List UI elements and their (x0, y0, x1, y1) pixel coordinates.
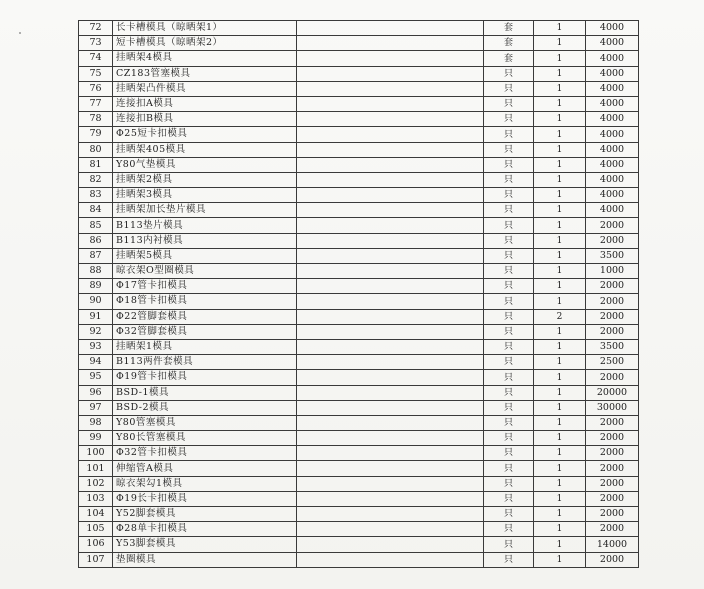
item-name: 挂晒架4模具 (113, 51, 297, 66)
item-unit: 套 (484, 21, 534, 36)
item-name: 垫圈模具 (113, 552, 297, 567)
item-spec (297, 142, 484, 157)
item-spec (297, 431, 484, 446)
row-number: 87 (79, 248, 113, 263)
item-quantity: 1 (534, 324, 586, 339)
row-number: 101 (79, 461, 113, 476)
item-price: 2000 (586, 507, 639, 522)
row-number: 72 (79, 21, 113, 36)
item-spec (297, 264, 484, 279)
item-price: 2000 (586, 431, 639, 446)
item-spec (297, 370, 484, 385)
item-spec (297, 522, 484, 537)
row-number: 90 (79, 294, 113, 309)
row-number: 105 (79, 522, 113, 537)
item-spec (297, 112, 484, 127)
item-unit: 只 (484, 264, 534, 279)
row-number: 84 (79, 203, 113, 218)
table-row (79, 385, 639, 400)
item-price: 2000 (586, 279, 639, 294)
table-row (79, 203, 639, 218)
row-number: 104 (79, 507, 113, 522)
item-name: 挂晒架5模具 (113, 248, 297, 263)
item-unit: 只 (484, 248, 534, 263)
table-row (79, 36, 639, 51)
item-name: 挂晒架405模具 (113, 142, 297, 157)
item-name: B113内衬模具 (113, 233, 297, 248)
row-number: 86 (79, 233, 113, 248)
table-row (79, 446, 639, 461)
table-row (79, 172, 639, 187)
table-row (79, 339, 639, 354)
item-quantity: 1 (534, 248, 586, 263)
table-row (79, 370, 639, 385)
table-row (79, 522, 639, 537)
item-price: 2000 (586, 294, 639, 309)
row-number: 95 (79, 370, 113, 385)
item-quantity: 1 (534, 218, 586, 233)
item-spec (297, 21, 484, 36)
item-quantity: 1 (534, 507, 586, 522)
item-name: Φ28单卡扣模具 (113, 522, 297, 537)
row-number: 107 (79, 552, 113, 567)
item-price: 2000 (586, 491, 639, 506)
item-name: Y52脚套模具 (113, 507, 297, 522)
item-unit: 只 (484, 188, 534, 203)
item-quantity: 1 (534, 188, 586, 203)
table-row (79, 21, 639, 36)
item-price: 2000 (586, 461, 639, 476)
table-row (79, 400, 639, 415)
table-row (79, 552, 639, 567)
table-row (79, 218, 639, 233)
item-quantity: 1 (534, 203, 586, 218)
item-price: 4000 (586, 21, 639, 36)
item-spec (297, 172, 484, 187)
item-name: Φ19长卡扣模具 (113, 491, 297, 506)
item-name: 挂晒架1模具 (113, 339, 297, 354)
item-name: Φ22管脚套模具 (113, 309, 297, 324)
table-row (79, 279, 639, 294)
item-name: Y80管塞模具 (113, 415, 297, 430)
item-price: 1000 (586, 264, 639, 279)
item-spec (297, 279, 484, 294)
item-name: 挂晒架2模具 (113, 172, 297, 187)
item-name: B113垫片模具 (113, 218, 297, 233)
item-name: BSD-2模具 (113, 400, 297, 415)
scan-speck (19, 32, 21, 34)
item-unit: 只 (484, 127, 534, 142)
item-quantity: 1 (534, 157, 586, 172)
table-row (79, 507, 639, 522)
row-number: 103 (79, 491, 113, 506)
row-number: 91 (79, 309, 113, 324)
item-spec (297, 324, 484, 339)
row-number: 76 (79, 81, 113, 96)
item-name: 连接扣B模具 (113, 112, 297, 127)
row-number: 94 (79, 355, 113, 370)
item-name: Y53脚套模具 (113, 537, 297, 552)
item-unit: 只 (484, 112, 534, 127)
row-number: 78 (79, 112, 113, 127)
item-price: 2000 (586, 309, 639, 324)
item-price: 4000 (586, 172, 639, 187)
item-unit: 只 (484, 461, 534, 476)
item-unit: 只 (484, 370, 534, 385)
row-number: 96 (79, 385, 113, 400)
item-quantity: 1 (534, 264, 586, 279)
item-price: 30000 (586, 400, 639, 415)
item-price: 4000 (586, 157, 639, 172)
item-quantity: 1 (534, 461, 586, 476)
item-price: 4000 (586, 127, 639, 142)
item-spec (297, 339, 484, 354)
item-unit: 只 (484, 385, 534, 400)
table-row (79, 96, 639, 111)
item-quantity: 1 (534, 127, 586, 142)
item-unit: 只 (484, 552, 534, 567)
item-quantity: 1 (534, 385, 586, 400)
table-row (79, 537, 639, 552)
item-spec (297, 248, 484, 263)
table-row (79, 112, 639, 127)
row-number: 99 (79, 431, 113, 446)
item-name: 长卡槽模具（晾晒架1） (113, 21, 297, 36)
item-quantity: 1 (534, 491, 586, 506)
item-unit: 只 (484, 476, 534, 491)
table-row (79, 157, 639, 172)
item-quantity: 1 (534, 112, 586, 127)
row-number: 73 (79, 36, 113, 51)
item-unit: 只 (484, 157, 534, 172)
item-quantity: 1 (534, 233, 586, 248)
item-unit: 只 (484, 400, 534, 415)
item-price: 2000 (586, 522, 639, 537)
item-name: 晾衣架O型圈模具 (113, 264, 297, 279)
item-unit: 只 (484, 507, 534, 522)
item-name: B113两件套模具 (113, 355, 297, 370)
item-quantity: 1 (534, 446, 586, 461)
item-price: 4000 (586, 81, 639, 96)
table-row (79, 461, 639, 476)
item-quantity: 1 (534, 355, 586, 370)
item-quantity: 1 (534, 522, 586, 537)
item-unit: 只 (484, 142, 534, 157)
item-name: 伸缩管A模具 (113, 461, 297, 476)
item-quantity: 1 (534, 81, 586, 96)
table-row (79, 431, 639, 446)
item-price: 3500 (586, 339, 639, 354)
row-number: 97 (79, 400, 113, 415)
item-price: 4000 (586, 188, 639, 203)
table-row (79, 127, 639, 142)
item-name: 连接扣A模具 (113, 96, 297, 111)
item-unit: 只 (484, 491, 534, 506)
item-spec (297, 188, 484, 203)
item-spec (297, 96, 484, 111)
item-price: 2500 (586, 355, 639, 370)
item-name: CZ183管塞模具 (113, 66, 297, 81)
item-unit: 只 (484, 309, 534, 324)
item-unit: 只 (484, 339, 534, 354)
row-number: 106 (79, 537, 113, 552)
item-quantity: 1 (534, 36, 586, 51)
table-row (79, 294, 639, 309)
table-body (79, 21, 639, 568)
item-spec (297, 461, 484, 476)
item-price: 2000 (586, 552, 639, 567)
table-row (79, 248, 639, 263)
item-price: 4000 (586, 36, 639, 51)
row-number: 102 (79, 476, 113, 491)
item-price: 2000 (586, 446, 639, 461)
item-price: 20000 (586, 385, 639, 400)
item-quantity: 1 (534, 370, 586, 385)
item-quantity: 1 (534, 552, 586, 567)
row-number: 88 (79, 264, 113, 279)
table-row (79, 188, 639, 203)
item-price: 2000 (586, 370, 639, 385)
item-price: 14000 (586, 537, 639, 552)
item-spec (297, 446, 484, 461)
item-name: 短卡槽模具（晾晒架2） (113, 36, 297, 51)
item-price: 2000 (586, 476, 639, 491)
item-price: 4000 (586, 96, 639, 111)
row-number: 77 (79, 96, 113, 111)
item-quantity: 1 (534, 279, 586, 294)
item-spec (297, 537, 484, 552)
item-spec (297, 507, 484, 522)
item-quantity: 1 (534, 339, 586, 354)
row-number: 89 (79, 279, 113, 294)
item-name: 挂晒架凸件模具 (113, 81, 297, 96)
table-row (79, 491, 639, 506)
item-unit: 只 (484, 324, 534, 339)
item-quantity: 1 (534, 51, 586, 66)
item-spec (297, 309, 484, 324)
item-name: Y80长管塞模具 (113, 431, 297, 446)
item-spec (297, 127, 484, 142)
row-number: 82 (79, 172, 113, 187)
item-quantity: 1 (534, 400, 586, 415)
item-quantity: 1 (534, 172, 586, 187)
item-name: Φ25短卡扣模具 (113, 127, 297, 142)
item-price: 4000 (586, 51, 639, 66)
item-spec (297, 355, 484, 370)
item-spec (297, 385, 484, 400)
item-unit: 只 (484, 522, 534, 537)
item-spec (297, 233, 484, 248)
item-spec (297, 66, 484, 81)
item-quantity: 1 (534, 294, 586, 309)
item-name: 挂晒架加长垫片模具 (113, 203, 297, 218)
item-name: 晾衣架勾1模具 (113, 476, 297, 491)
item-unit: 套 (484, 36, 534, 51)
item-spec (297, 400, 484, 415)
item-unit: 只 (484, 172, 534, 187)
row-number: 92 (79, 324, 113, 339)
item-unit: 只 (484, 279, 534, 294)
item-price: 2000 (586, 218, 639, 233)
item-name: Φ18管卡扣模具 (113, 294, 297, 309)
item-quantity: 1 (534, 96, 586, 111)
table-row (79, 324, 639, 339)
row-number: 93 (79, 339, 113, 354)
item-name: Φ32管卡扣模具 (113, 446, 297, 461)
row-number: 81 (79, 157, 113, 172)
item-price: 4000 (586, 112, 639, 127)
item-spec (297, 51, 484, 66)
item-price: 4000 (586, 203, 639, 218)
item-spec (297, 294, 484, 309)
item-spec (297, 81, 484, 96)
item-unit: 只 (484, 203, 534, 218)
row-number: 74 (79, 51, 113, 66)
item-unit: 只 (484, 431, 534, 446)
item-price: 4000 (586, 142, 639, 157)
table-row (79, 81, 639, 96)
row-number: 80 (79, 142, 113, 157)
table-row (79, 309, 639, 324)
item-spec (297, 415, 484, 430)
table-row (79, 142, 639, 157)
row-number: 75 (79, 66, 113, 81)
item-unit: 只 (484, 294, 534, 309)
item-spec (297, 552, 484, 567)
item-name: Φ17管卡扣模具 (113, 279, 297, 294)
item-quantity: 1 (534, 476, 586, 491)
item-unit: 只 (484, 233, 534, 248)
table-row (79, 51, 639, 66)
item-unit: 只 (484, 355, 534, 370)
item-quantity: 1 (534, 537, 586, 552)
table-row (79, 66, 639, 81)
row-number: 100 (79, 446, 113, 461)
item-quantity: 1 (534, 66, 586, 81)
item-name: 挂晒架3模具 (113, 188, 297, 203)
table-row (79, 476, 639, 491)
item-price: 2000 (586, 233, 639, 248)
table-row (79, 355, 639, 370)
item-price: 3500 (586, 248, 639, 263)
row-number: 85 (79, 218, 113, 233)
item-unit: 只 (484, 218, 534, 233)
item-unit: 只 (484, 81, 534, 96)
item-quantity: 2 (534, 309, 586, 324)
item-name: Φ32管脚套模具 (113, 324, 297, 339)
item-name: Φ19管卡扣模具 (113, 370, 297, 385)
table-row (79, 264, 639, 279)
item-name: BSD-1模具 (113, 385, 297, 400)
mold-inventory-table (78, 20, 639, 568)
item-unit: 套 (484, 51, 534, 66)
item-name: Y80气垫模具 (113, 157, 297, 172)
item-price: 4000 (586, 66, 639, 81)
item-spec (297, 476, 484, 491)
row-number: 83 (79, 188, 113, 203)
table-row (79, 233, 639, 248)
item-spec (297, 203, 484, 218)
table-row (79, 415, 639, 430)
row-number: 79 (79, 127, 113, 142)
item-unit: 只 (484, 415, 534, 430)
item-spec (297, 218, 484, 233)
item-spec (297, 491, 484, 506)
item-spec (297, 157, 484, 172)
item-unit: 只 (484, 96, 534, 111)
item-unit: 只 (484, 66, 534, 81)
item-price: 2000 (586, 415, 639, 430)
item-quantity: 1 (534, 431, 586, 446)
item-quantity: 1 (534, 21, 586, 36)
item-quantity: 1 (534, 415, 586, 430)
item-unit: 只 (484, 537, 534, 552)
item-price: 2000 (586, 324, 639, 339)
item-quantity: 1 (534, 142, 586, 157)
item-unit: 只 (484, 446, 534, 461)
item-spec (297, 36, 484, 51)
row-number: 98 (79, 415, 113, 430)
